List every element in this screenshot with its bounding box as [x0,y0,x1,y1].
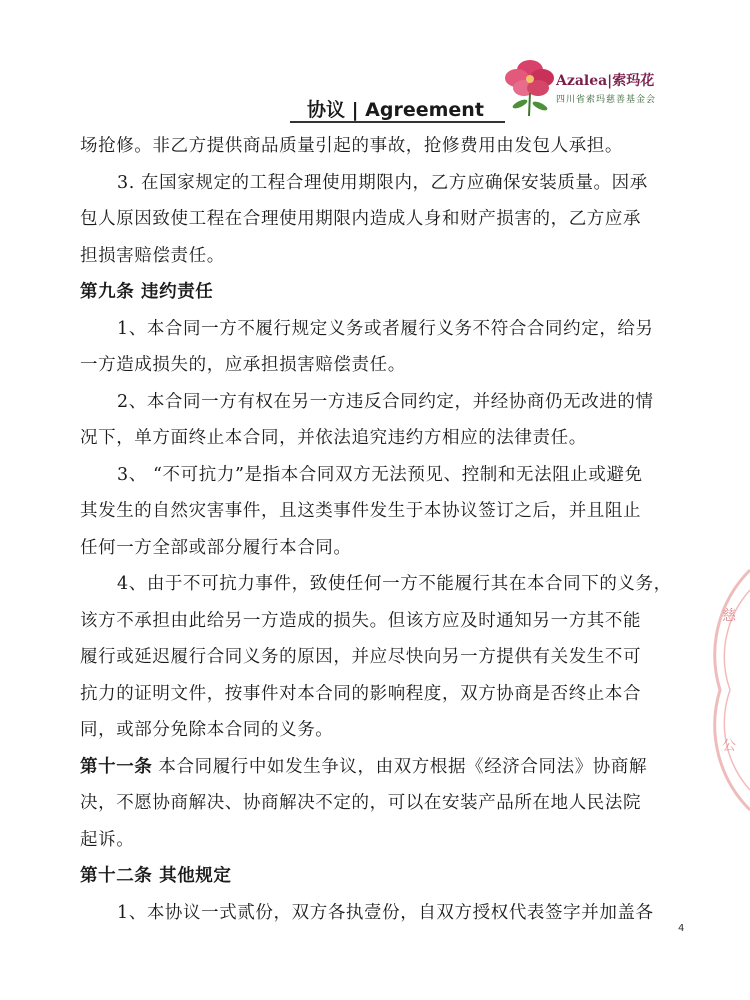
azalea-flower-icon [500,48,560,118]
paragraph [80,566,680,749]
section-heading [80,858,680,895]
text-line: 第十二条 其他规定 [80,866,232,886]
red-seal-stamp [700,560,750,820]
text-line: 一方造成损失的，应承担损害赔偿责任。 [80,355,406,375]
text-line: 任何一方全部或部分履行本合同。 [80,537,352,558]
text-line: 2、本合同一方有权在另一方违反合同约定，并经协商仍无改进的情 [117,391,654,412]
paragraph [80,895,680,932]
page-number: 4 [678,923,685,934]
text-line: 4、由于不可抗力事件，致使任何一方不能履行其在本合同下的义务， [117,574,672,594]
text-line: 其发生的自然灾害事件，且这类事件发生于本协议签订之后，并且阻止 [80,501,642,521]
foundation-logo [500,48,680,120]
header-title: 协议 | Agreement [307,99,484,121]
logo-org-text: 四川省索玛慈善基金会 [556,95,657,105]
header-divider [290,121,505,123]
text-line: 同，或部分免除本合同的义务。 [80,720,334,740]
paragraph [80,128,680,165]
paragraph [80,311,680,384]
text-line: 1、本合同一方不履行规定义务或者履行义务不符合合同约定，给另 [117,318,654,339]
text-line: 该方不承担由此给另一方造成的损失。但该方应及时通知另一方其不能 [80,610,642,631]
document-body [80,128,680,931]
text-line: 况下，单方面终止本合同，并依法追究违约方相应的法律责任。 [80,428,587,448]
text-line [80,749,680,786]
section-heading [80,274,680,311]
text-line: 担损害赔偿责任。 [80,245,225,266]
text-line: 1、本协议一式贰份，双方各执壹份，自双方授权代表签字并加盖各 [117,902,654,923]
paragraph [80,749,680,859]
text-line: 3、 “不可抗力”是指本合同双方无法预见、控制和无法阻止或避免 [117,464,643,485]
svg-text:慈: 慈 [722,608,736,624]
text-line: 场抢修。非乙方提供商品质量引起的事故，抢修费用由发包人承担。 [80,136,623,156]
svg-text:公: 公 [722,738,736,754]
paragraph [80,384,680,457]
paragraph [80,457,680,567]
text-line: 起诉。 [80,829,135,850]
paragraph [80,165,680,275]
article-text: 本合同履行中如发生争议，由双方根据《经济合同法》协商解 [158,756,648,777]
logo-brand-text: Azalea|索玛花 [556,73,655,89]
text-line: 包人原因致使工程在合理使用期限内造成人身和财产损害的，乙方应承 [80,209,642,229]
article-label: 第十一条 [80,756,153,777]
text-line: 第九条 违约责任 [80,282,214,302]
text-line: 3. 在国家规定的工程合理使用期限内，乙方应确保安装质量。因承 [117,172,648,193]
text-line: 抗力的证明文件，按事件对本合同的影响程度，双方协商是否终止本合 [80,683,642,704]
text-line: 履行或延迟履行合同义务的原因，并应尽快向另一方提供有关发生不可 [80,647,642,667]
text-line: 决，不愿协商解决、协商解决不定的，可以在安装产品所在地人民法院 [80,793,642,813]
page-header [0,0,750,125]
